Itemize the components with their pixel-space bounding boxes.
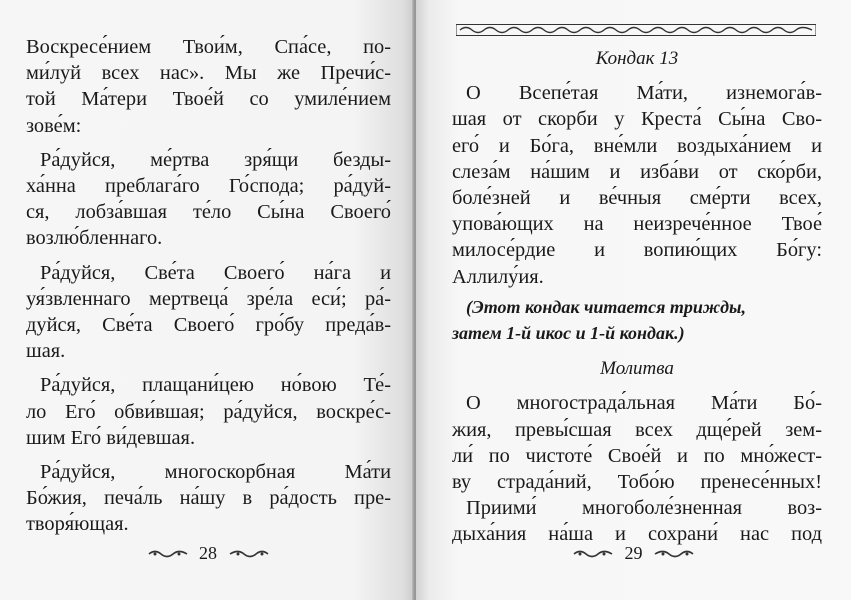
text-line: Ра́дуйся, плащани́цею но́вою Те́- — [40, 374, 391, 397]
text-line: боле́зней и ве́чныя сме́рти всех, — [452, 187, 822, 210]
text-line: Ра́дуйся, многоскорбная Ма́ти — [40, 461, 391, 484]
text-line: его́ и Бо́га, вне́мли воздыха́нием и — [452, 134, 822, 157]
text-line: упова́ющих на неизрече́нное Твое́ — [452, 213, 822, 236]
text-line: ло Его́ обви́вшая; ра́дуйся, воскре́с- — [26, 400, 391, 423]
text-line: ми́луй всех нас». Мы же Пречи́с- — [26, 62, 391, 85]
text-line: ха́нна преблага́го Го́спода; ра́дуй- — [26, 175, 391, 198]
text-line: Воскресе́нием Твои́м, Спа́се, по- — [26, 36, 391, 58]
right-page-text — [452, 44, 822, 548]
right-page-footer — [416, 542, 851, 564]
page-number: 28 — [199, 543, 217, 564]
footer-ornament-icon — [653, 549, 695, 559]
footer-ornament-icon — [572, 549, 614, 559]
text-line: О многострада́льная Ма́ти Бо́- — [466, 392, 822, 415]
text-line: Приими́ многоболе́зненная воз- — [466, 497, 822, 520]
footer-ornament-icon — [147, 549, 189, 559]
text-line: слеза́м на́шим и изба́ви от ско́рби, — [452, 160, 822, 183]
text-line: Ра́дуйся, Све́та Своего́ на́га и — [40, 261, 391, 284]
text-line: уя́звленнаго мертвеца́ зре́ла еси́; ра́- — [26, 287, 391, 310]
page-number: 29 — [624, 543, 643, 564]
header-ornament-icon — [456, 24, 816, 36]
text-line: ли́ по чистоте́ Свое́й и по мно́жест- — [452, 444, 822, 467]
text-line: О Всепе́тая Ма́ти, изнемога́в- — [466, 82, 822, 105]
text-line: жия, превы́сшая всех дще́рей зем- — [452, 418, 822, 441]
text-line: зове́м: — [26, 114, 82, 137]
left-page-text — [26, 34, 391, 538]
text-line: возлю́бленнаго. — [26, 227, 163, 250]
footer-ornament-icon — [228, 549, 270, 559]
left-page — [0, 0, 416, 600]
text-line: Аллилу́ия. — [452, 265, 544, 288]
text-line: шая от скорби у Креста́ Сы́на Сво- — [452, 108, 822, 131]
text-line: Ра́дуйся, ме́ртва зря́щи безды- — [40, 148, 391, 171]
text-line: Бо́жия, печа́ль на́шу в ра́дость пре- — [26, 487, 391, 510]
text-line: дуйся, Све́та Своего́ гро́бу преда́в- — [26, 314, 391, 337]
text-line: шая. — [26, 340, 66, 363]
left-page-footer — [0, 542, 416, 564]
text-line: той Ма́тери Твое́й со умиле́нием — [26, 88, 391, 111]
text-line: ву страда́ний, Тобо́ю пренесе́нных! — [452, 471, 822, 494]
text-line: ся, лобза́вшая те́ло Сы́на Своего́ — [26, 201, 391, 224]
text-line: милосе́рдие и вопию́щих Бо́гу: — [452, 239, 822, 262]
prayer-heading: Молитва — [600, 358, 674, 380]
rubric-note: затем 1-й икос и 1-й кондак.) — [452, 323, 685, 344]
rubric-note: (Этот кондак читается трижды, — [466, 296, 747, 317]
text-line: творя́ющая. — [26, 513, 129, 536]
text-line: дыха́ния на́ша и сохрани́ нас под — [452, 523, 822, 546]
kondak-heading: Кондак 13 — [595, 48, 679, 69]
text-line: шим Его́ ви́девшая. — [26, 426, 196, 449]
right-page — [416, 0, 851, 600]
